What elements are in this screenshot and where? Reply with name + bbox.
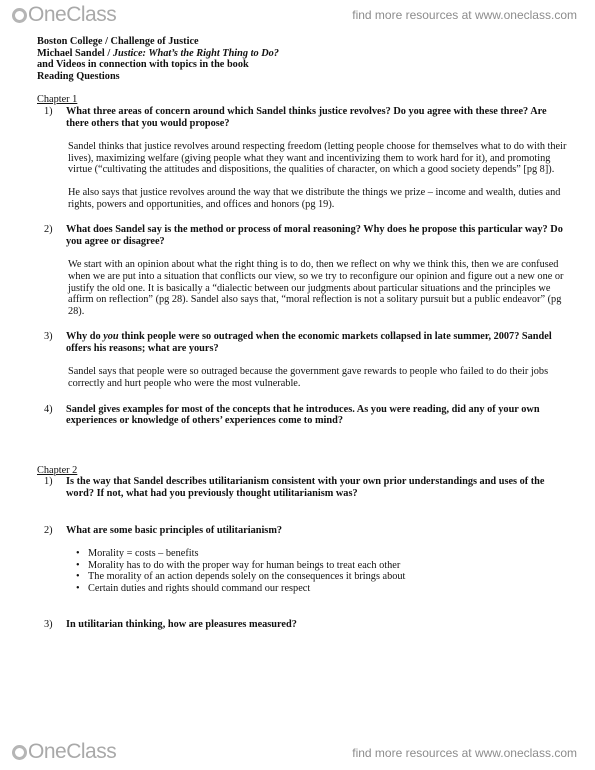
bottom-tagline-link[interactable]: find more resources at www.oneclass.com <box>352 746 577 760</box>
ch1-question-2: 2) What does Sandel say is the method or process of moral reasoning? Why does he propose this particular way? Do you agree or disagree? <box>44 224 563 247</box>
ch1-q1-answer-1: Sandel thinks that justice revolves around respecting freedom (letting people choose for themselves what to do with their lives), maximizing welfare (giving people what they want and incentivizing them to work hard for it), and promoting virtue (“cultivating the attitudes and dispositions, the qualities of character, on which a good society depends” [pg 8]). <box>68 141 567 176</box>
chapter-1-heading: Chapter 1 <box>37 94 78 106</box>
logo-text: OneClass <box>28 740 117 763</box>
list-item: • Morality has to do with the proper way for human beings to treat each other <box>88 560 567 572</box>
course-line: Boston College / Challenge of Justice <box>37 36 199 47</box>
ch2-question-1: 1) Is the way that Sandel describes utilitarianism consistent with your own prior understandings and uses of the word? If not, what had you previously thought utilitarianism was? <box>44 476 545 500</box>
ch1-question-1: 1) What three areas of concern around which Sandel thinks justice revolves? Do you agree with these three? Are there others that you would propose? <box>44 105 547 129</box>
list-item: • Certain duties and rights should command our respect <box>88 583 567 595</box>
logo-circle-icon <box>12 8 27 23</box>
ch1-q1-answer-2: He also says that justice revolves around the way that we distribute the things we prize – income and wealth, duties and rights, powers and opportunities, and offices and honors (pg 19). <box>68 186 561 210</box>
reading-questions-heading: Reading Questions <box>37 70 120 82</box>
ch1-q3-answer-1: Sandel says that people were so outraged because the government gave rewards to people who failed to do their jobs correctly and hurt people who were the most vulnerable. <box>68 366 549 390</box>
ch2-q2-bullet-list <box>37 548 567 594</box>
top-banner <box>0 0 595 30</box>
list-item: • Morality = costs – benefits <box>88 548 567 560</box>
document-header <box>37 36 567 82</box>
ch1-question-3: 3) Why do you think people were so outraged when the economic markets collapsed in late summer, 2007? Sandel offers his reasons; what are yours? <box>44 331 552 354</box>
logo-circle-icon <box>12 745 27 760</box>
book-line: Michael Sandel / Justice: What’s the Right Thing to Do? <box>37 47 279 59</box>
book-title: Justice: What’s the Right Thing to Do? <box>112 47 279 59</box>
list-item: • The morality of an action depends solely on the consequences it brings about <box>88 571 567 583</box>
oneclass-logo-footer[interactable] <box>12 740 116 764</box>
ch1-question-4: 4) Sandel gives examples for most of the concepts that he introduces. As you were reading, did any of your own experiences or knowledge of others’ experiences come to mind? <box>44 403 540 427</box>
ch2-question-3: 3) In utilitarian thinking, how are pleasures measured? <box>44 618 297 630</box>
document-body <box>37 36 567 630</box>
chapter-2-heading: Chapter 2 <box>37 464 78 476</box>
top-tagline-link[interactable]: find more resources at www.oneclass.com <box>352 8 577 22</box>
bottom-banner <box>0 738 595 770</box>
oneclass-logo[interactable] <box>12 3 116 27</box>
ch1-q2-answer-1: We start with an opinion about what the right thing is to do, then we reflect on why we think this, then we are confused when we are put into a situation that conflicts our view, so we try to reconfigure our opinion and figure out a new one or justify the old one. It is basically a “dialectic between our judgments about particular situations and the principles we affirm on reflection” (pg 28). Sandel also says that, “moral reflection is not a solitary pursuit but a public endeavor” (pg 28). <box>68 259 564 317</box>
logo-text: OneClass <box>28 3 117 26</box>
videos-line: and Videos in connection with topics in the book <box>37 59 249 71</box>
ch2-question-2: 2) What are some basic principles of utilitarianism? <box>44 524 283 536</box>
